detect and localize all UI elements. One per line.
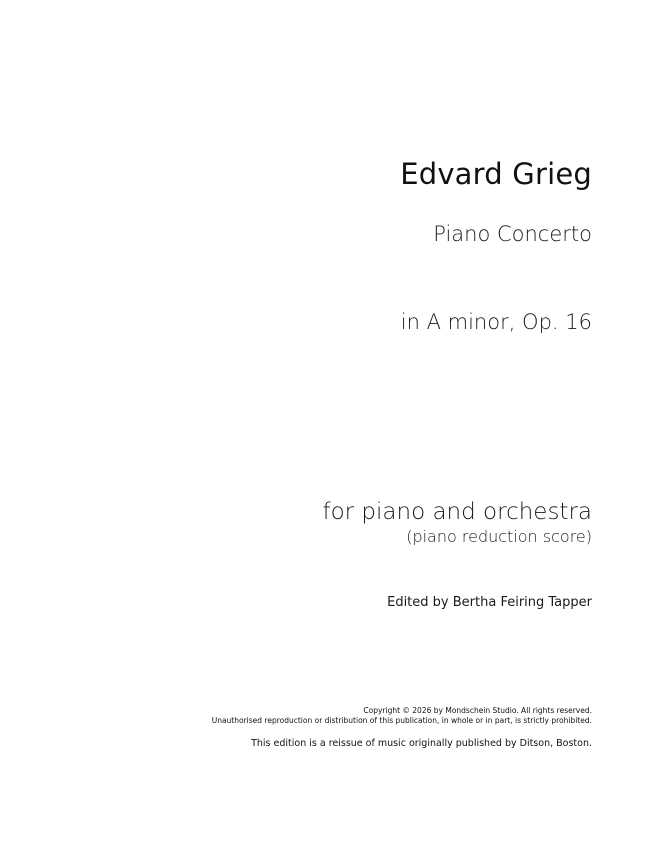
- work-title: Piano Concerto: [433, 222, 592, 246]
- reissue-note: This edition is a reissue of music originally published by Ditson, Boston.: [251, 738, 592, 749]
- score-type: (piano reduction score): [406, 527, 592, 546]
- copyright-notice: Copyright © 2026 by Mondschein Studio. All rights reserved.: [363, 706, 592, 715]
- composer-name: Edvard Grieg: [400, 157, 592, 191]
- key-and-opus: in A minor, Op. 16: [400, 310, 592, 334]
- reproduction-warning: Unauthorised reproduction or distribution of this publication, in whole or in part, is strictly prohibited.: [211, 716, 592, 725]
- instrumentation: for piano and orchestra: [322, 499, 592, 525]
- editor-credit: Edited by Bertha Feiring Tapper: [387, 595, 592, 610]
